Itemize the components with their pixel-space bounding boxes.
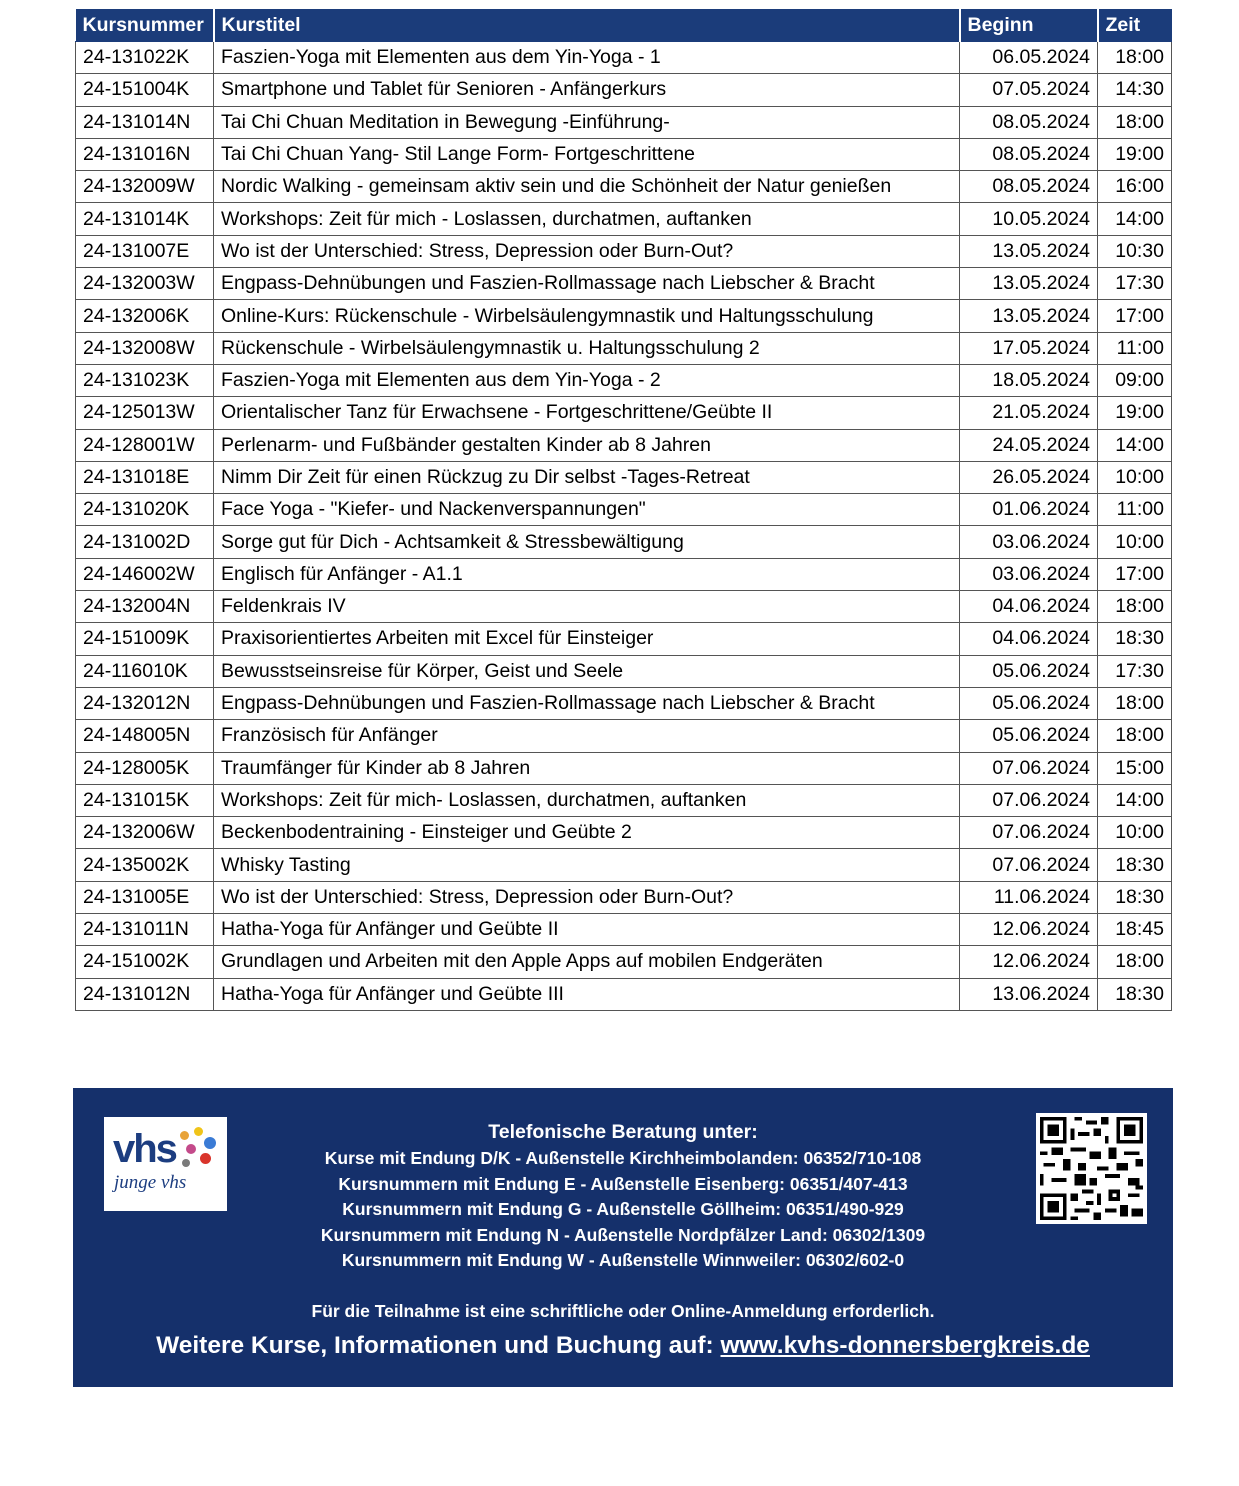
table-body [76,42,1172,1011]
cell-kursnummer: 24-148005N [76,720,214,752]
cell-kurstitel: Faszien-Yoga mit Elementen aus dem Yin-Yoga - 1 [214,42,960,74]
table-row [76,171,1172,203]
table-row [76,784,1172,816]
cell-kursnummer: 24-131012N [76,978,214,1010]
cell-zeit: 14:00 [1098,784,1172,816]
registration-note: Für die Teilnahme ist eine schriftliche oder Online-Anmeldung erforderlich. [311,1300,935,1321]
cell-zeit: 18:30 [1098,881,1172,913]
cell-beginn: 05.06.2024 [960,687,1098,719]
website-link[interactable]: www.kvhs-donnersbergkreis.de [720,1332,1090,1359]
header-kursnummer: Kursnummer [76,9,214,42]
cell-kursnummer: 24-125013W [76,397,214,429]
cell-beginn: 13.05.2024 [960,268,1098,300]
cell-beginn: 08.05.2024 [960,106,1098,138]
cell-zeit: 10:00 [1098,526,1172,558]
cell-beginn: 01.06.2024 [960,494,1098,526]
cell-kursnummer: 24-146002W [76,558,214,590]
cell-beginn: 04.06.2024 [960,591,1098,623]
cell-beginn: 11.06.2024 [960,881,1098,913]
cell-kurstitel: Nimm Dir Zeit für einen Rückzug zu Dir selbst -Tages-Retreat [214,461,960,493]
cell-kurstitel: Wo ist der Unterschied: Stress, Depression oder Burn-Out? [214,235,960,267]
table-row [76,203,1172,235]
table-row [76,817,1172,849]
cell-kursnummer: 24-132006W [76,817,214,849]
cell-beginn: 07.06.2024 [960,752,1098,784]
cell-kursnummer: 24-131020K [76,494,214,526]
cell-kursnummer: 24-131011N [76,914,214,946]
cell-zeit: 10:30 [1098,235,1172,267]
cell-kurstitel: Sorge gut für Dich - Achtsamkeit & Stressbewältigung [214,526,960,558]
cell-kursnummer: 24-131015K [76,784,214,816]
table-row [76,623,1172,655]
cell-beginn: 26.05.2024 [960,461,1098,493]
cell-kursnummer: 24-131007E [76,235,214,267]
cell-kursnummer: 24-131022K [76,42,214,74]
cell-kurstitel: Nordic Walking - gemeinsam aktiv sein und die Schönheit der Natur genießen [214,171,960,203]
table-row [76,687,1172,719]
header-zeit: Zeit [1098,9,1172,42]
cell-zeit: 19:00 [1098,397,1172,429]
cell-beginn: 05.06.2024 [960,655,1098,687]
cell-beginn: 07.06.2024 [960,817,1098,849]
table-row [76,720,1172,752]
qr-code-icon[interactable] [1036,1113,1147,1224]
cell-zeit: 18:30 [1098,978,1172,1010]
table-row [76,300,1172,332]
cell-kurstitel: Hatha-Yoga für Anfänger und Geübte II [214,914,960,946]
logo-junge-vhs-text: junge vhs [114,1172,187,1193]
cell-beginn: 18.05.2024 [960,364,1098,396]
cell-zeit: 18:00 [1098,42,1172,74]
cell-beginn: 05.06.2024 [960,720,1098,752]
table-row [76,526,1172,558]
cell-zeit: 18:30 [1098,623,1172,655]
cell-zeit: 17:30 [1098,268,1172,300]
cell-kurstitel: Workshops: Zeit für mich - Loslassen, durchatmen, auftanken [214,203,960,235]
cell-zeit: 18:00 [1098,946,1172,978]
table-row [76,558,1172,590]
contact-line: Kursnummern mit Endung N - Außenstelle Nordpfälzer Land: 06302/1309 [320,1224,926,1245]
cell-kurstitel: Orientalischer Tanz für Erwachsene - Fortgeschrittene/Geübte II [214,397,960,429]
table-row [76,332,1172,364]
cell-zeit: 18:00 [1098,106,1172,138]
table-row [76,591,1172,623]
table-row [76,268,1172,300]
cell-kurstitel: Face Yoga - "Kiefer- und Nackenverspannungen" [214,494,960,526]
more-info-line [73,1328,1173,1364]
cell-beginn: 03.06.2024 [960,558,1098,590]
contact-heading: Telefonische Beratung unter: [488,1121,758,1143]
cell-zeit: 18:45 [1098,914,1172,946]
cell-kursnummer: 24-132009W [76,171,214,203]
cell-zeit: 14:00 [1098,203,1172,235]
cell-zeit: 18:30 [1098,849,1172,881]
table-header-row [76,9,1172,42]
cell-zeit: 18:00 [1098,687,1172,719]
cell-kurstitel: Beckenbodentraining - Einsteiger und Geübte 2 [214,817,960,849]
cell-kursnummer: 24-151009K [76,623,214,655]
cell-beginn: 17.05.2024 [960,332,1098,364]
cell-zeit: 14:00 [1098,429,1172,461]
cell-zeit: 10:00 [1098,817,1172,849]
cell-kurstitel: Workshops: Zeit für mich- Loslassen, durchatmen, auftanken [214,784,960,816]
cell-beginn: 07.06.2024 [960,784,1098,816]
cell-zeit: 14:30 [1098,74,1172,106]
cell-kursnummer: 24-131014K [76,203,214,235]
cell-zeit: 19:00 [1098,138,1172,170]
table-row [76,881,1172,913]
cell-zeit: 10:00 [1098,461,1172,493]
contact-line: Kursnummern mit Endung E - Außenstelle Eisenberg: 06351/407-413 [338,1173,908,1194]
cell-zeit: 17:00 [1098,558,1172,590]
cell-kurstitel: Traumfänger für Kinder ab 8 Jahren [214,752,960,784]
more-info-text: Weitere Kurse, Informationen und Buchung auf: [156,1332,721,1359]
cell-beginn: 13.05.2024 [960,235,1098,267]
cell-kursnummer: 24-131014N [76,106,214,138]
cell-kursnummer: 24-132003W [76,268,214,300]
cell-beginn: 06.05.2024 [960,42,1098,74]
cell-beginn: 21.05.2024 [960,397,1098,429]
table-row [76,849,1172,881]
cell-kursnummer: 24-128001W [76,429,214,461]
cell-kursnummer: 24-135002K [76,849,214,881]
cell-kurstitel: Tai Chi Chuan Meditation in Bewegung -Einführung- [214,106,960,138]
header-beginn: Beginn [960,9,1098,42]
cell-kurstitel: Faszien-Yoga mit Elementen aus dem Yin-Yoga - 2 [214,364,960,396]
table-row [76,235,1172,267]
cell-kursnummer: 24-132008W [76,332,214,364]
cell-zeit: 15:00 [1098,752,1172,784]
cell-kurstitel: Hatha-Yoga für Anfänger und Geübte III [214,978,960,1010]
table-row [76,461,1172,493]
cell-kurstitel: Online-Kurs: Rückenschule - Wirbelsäulengymnastik und Haltungsschulung [214,300,960,332]
header-kurstitel: Kurstitel [214,9,960,42]
table-row [76,946,1172,978]
table-row [76,138,1172,170]
table-row [76,494,1172,526]
cell-beginn: 12.06.2024 [960,914,1098,946]
cell-zeit: 18:00 [1098,591,1172,623]
cell-kurstitel: Whisky Tasting [214,849,960,881]
cell-zeit: 11:00 [1098,494,1172,526]
contact-line: Kursnummern mit Endung G - Außenstelle Göllheim: 06351/490-929 [342,1199,904,1219]
cell-zeit: 18:00 [1098,720,1172,752]
table-row [76,752,1172,784]
cell-beginn: 24.05.2024 [960,429,1098,461]
cell-beginn: 13.05.2024 [960,300,1098,332]
cell-beginn: 10.05.2024 [960,203,1098,235]
cell-kursnummer: 24-151002K [76,946,214,978]
table-row [76,914,1172,946]
table-row [76,74,1172,106]
cell-kursnummer: 24-131002D [76,526,214,558]
cell-zeit: 17:00 [1098,300,1172,332]
contact-line: Kursnummern mit Endung W - Außenstelle Winnweiler: 06302/602-0 [341,1250,905,1270]
table-row [76,655,1172,687]
cell-kurstitel: Wo ist der Unterschied: Stress, Depression oder Burn-Out? [214,881,960,913]
cell-kursnummer: 24-131016N [76,138,214,170]
cell-beginn: 08.05.2024 [960,171,1098,203]
contact-info-box [73,1088,1173,1387]
table-row [76,429,1172,461]
cell-kursnummer: 24-132006K [76,300,214,332]
cell-kurstitel: Engpass-Dehnübungen und Faszien-Rollmassage nach Liebscher & Bracht [214,268,960,300]
table-row [76,364,1172,396]
cell-zeit: 17:30 [1098,655,1172,687]
cell-beginn: 13.06.2024 [960,978,1098,1010]
cell-kurstitel: Bewusstseinsreise für Körper, Geist und Seele [214,655,960,687]
cell-kursnummer: 24-131018E [76,461,214,493]
cell-kurstitel: Französisch für Anfänger [214,720,960,752]
contact-line: Kurse mit Endung D/K - Außenstelle Kirchheimbolanden: 06352/710-108 [324,1148,922,1168]
cell-beginn: 03.06.2024 [960,526,1098,558]
cell-zeit: 09:00 [1098,364,1172,396]
table-row [76,978,1172,1010]
cell-kursnummer: 24-131005E [76,881,214,913]
cell-beginn: 04.06.2024 [960,623,1098,655]
cell-kurstitel: Rückenschule - Wirbelsäulengymnastik u. Haltungsschulung 2 [214,332,960,364]
cell-kurstitel: Praxisorientiertes Arbeiten mit Excel für Einsteiger [214,623,960,655]
cell-kurstitel: Engpass-Dehnübungen und Faszien-Rollmassage nach Liebscher & Bracht [214,687,960,719]
table-row [76,42,1172,74]
cell-kurstitel: Feldenkrais IV [214,591,960,623]
course-table [75,9,1172,1011]
table-row [76,397,1172,429]
cell-kursnummer: 24-132012N [76,687,214,719]
cell-kurstitel: Englisch für Anfänger - A1.1 [214,558,960,590]
cell-zeit: 16:00 [1098,171,1172,203]
cell-zeit: 11:00 [1098,332,1172,364]
cell-beginn: 07.06.2024 [960,849,1098,881]
cell-kursnummer: 24-131023K [76,364,214,396]
logo-vhs-text: vhs [113,1127,176,1171]
cell-kursnummer: 24-151004K [76,74,214,106]
cell-beginn: 08.05.2024 [960,138,1098,170]
cell-kursnummer: 24-116010K [76,655,214,687]
cell-kurstitel: Grundlagen und Arbeiten mit den Apple Apps auf mobilen Endgeräten [214,946,960,978]
cell-kurstitel: Perlenarm- und Fußbänder gestalten Kinder ab 8 Jahren [214,429,960,461]
cell-kursnummer: 24-128005K [76,752,214,784]
cell-kurstitel: Smartphone und Tablet für Senioren - Anfängerkurs [214,74,960,106]
table-row [76,106,1172,138]
cell-kursnummer: 24-132004N [76,591,214,623]
cell-beginn: 12.06.2024 [960,946,1098,978]
contact-lines [73,1119,1173,1364]
cell-kurstitel: Tai Chi Chuan Yang- Stil Lange Form- Fortgeschrittene [214,138,960,170]
cell-beginn: 07.05.2024 [960,74,1098,106]
